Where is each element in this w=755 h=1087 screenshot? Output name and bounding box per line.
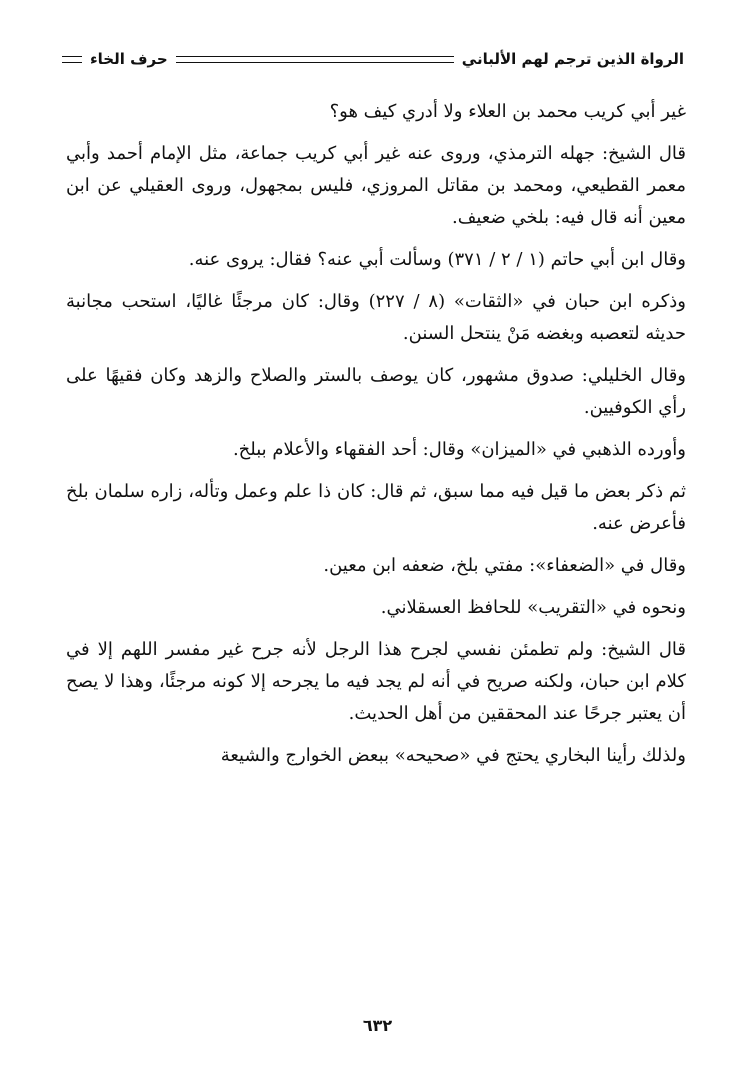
paragraph-bukhari: ولذلك رأينا البخاري يحتج في «صحيحه» ببعض الخوارج والشيعة [220,745,686,766]
running-head [62,44,684,74]
paragraph-duafa: وقال في «الضعفاء»: مفتي بلخ، ضعفه ابن معين. [323,555,686,576]
running-head-double-rule [176,56,454,63]
paragraph-dhahabi-continued: ثم ذكر بعض ما قيل فيه مما سبق، ثم قال: كان ذا علم وعمل وتأله، زاره سلمان بلخ فأعرض عنه. [66,481,686,534]
paragraph-taqrib: ونحوه في «التقريب» للحافظ العسقلاني. [380,597,686,618]
running-head-short-double-rule [62,56,82,63]
paragraph-sheikh-comment: قال الشيخ: جهله الترمذي، وروى عنه غير أبي كريب جماعة، مثل الإمام أحمد وأبي معمر القطيعي، ومحمد بن مقاتل المروزي، فليس بمجهول، وروى العقيلي عن ابن معين أنه قال فيه: بلخي ضعيف. [66,143,686,228]
paragraph-sheikh-conclusion: قال الشيخ: ولم تطمئن نفسي لجرح هذا الرجل لأنه جرح غير مفسر اللهم إلا في كلام ابن حبان، ولكنه صريح في أنه لم يجد فيه ما يجرحه إلا كونه مرجئًا، وهذا لا يصح أن يعتبر جرحًا عند المحققين من أهل الحديث. [66,639,686,724]
paragraph-dhahabi-mizan: وأورده الذهبي في «الميزان» وقال: أحد الفقهاء والأعلام ببلخ. [232,439,686,460]
page-number: ٦٣٢ [362,1016,393,1035]
running-head-chapter: حرف الخاء [90,50,168,68]
body-text [66,96,686,782]
running-head-title: الرواة الذين ترجم لهم الألباني [461,50,684,68]
paragraph-khalili: وقال الخليلي: صدوق مشهور، كان يوصف بالستر والصلاح والزهد وكان فقيهًا على رأي الكوفيين. [66,365,686,418]
paragraph-continuation: غير أبي كريب محمد بن العلاء ولا أدري كيف هو؟ [329,101,686,122]
paragraph-ibn-abi-hatim: وقال ابن أبي حاتم (١ / ٢ / ٣٧١) وسألت أبي عنه؟ فقال: يروى عنه. [188,249,686,270]
paragraph-ibn-hibban: وذكره ابن حبان في «الثقات» (٨ / ٢٢٧) وقال: كان مرجئًا غاليًا، استحب مجانبة حديثه لتعصبه وبغضه مَنْ ينتحل السنن. [66,291,686,344]
